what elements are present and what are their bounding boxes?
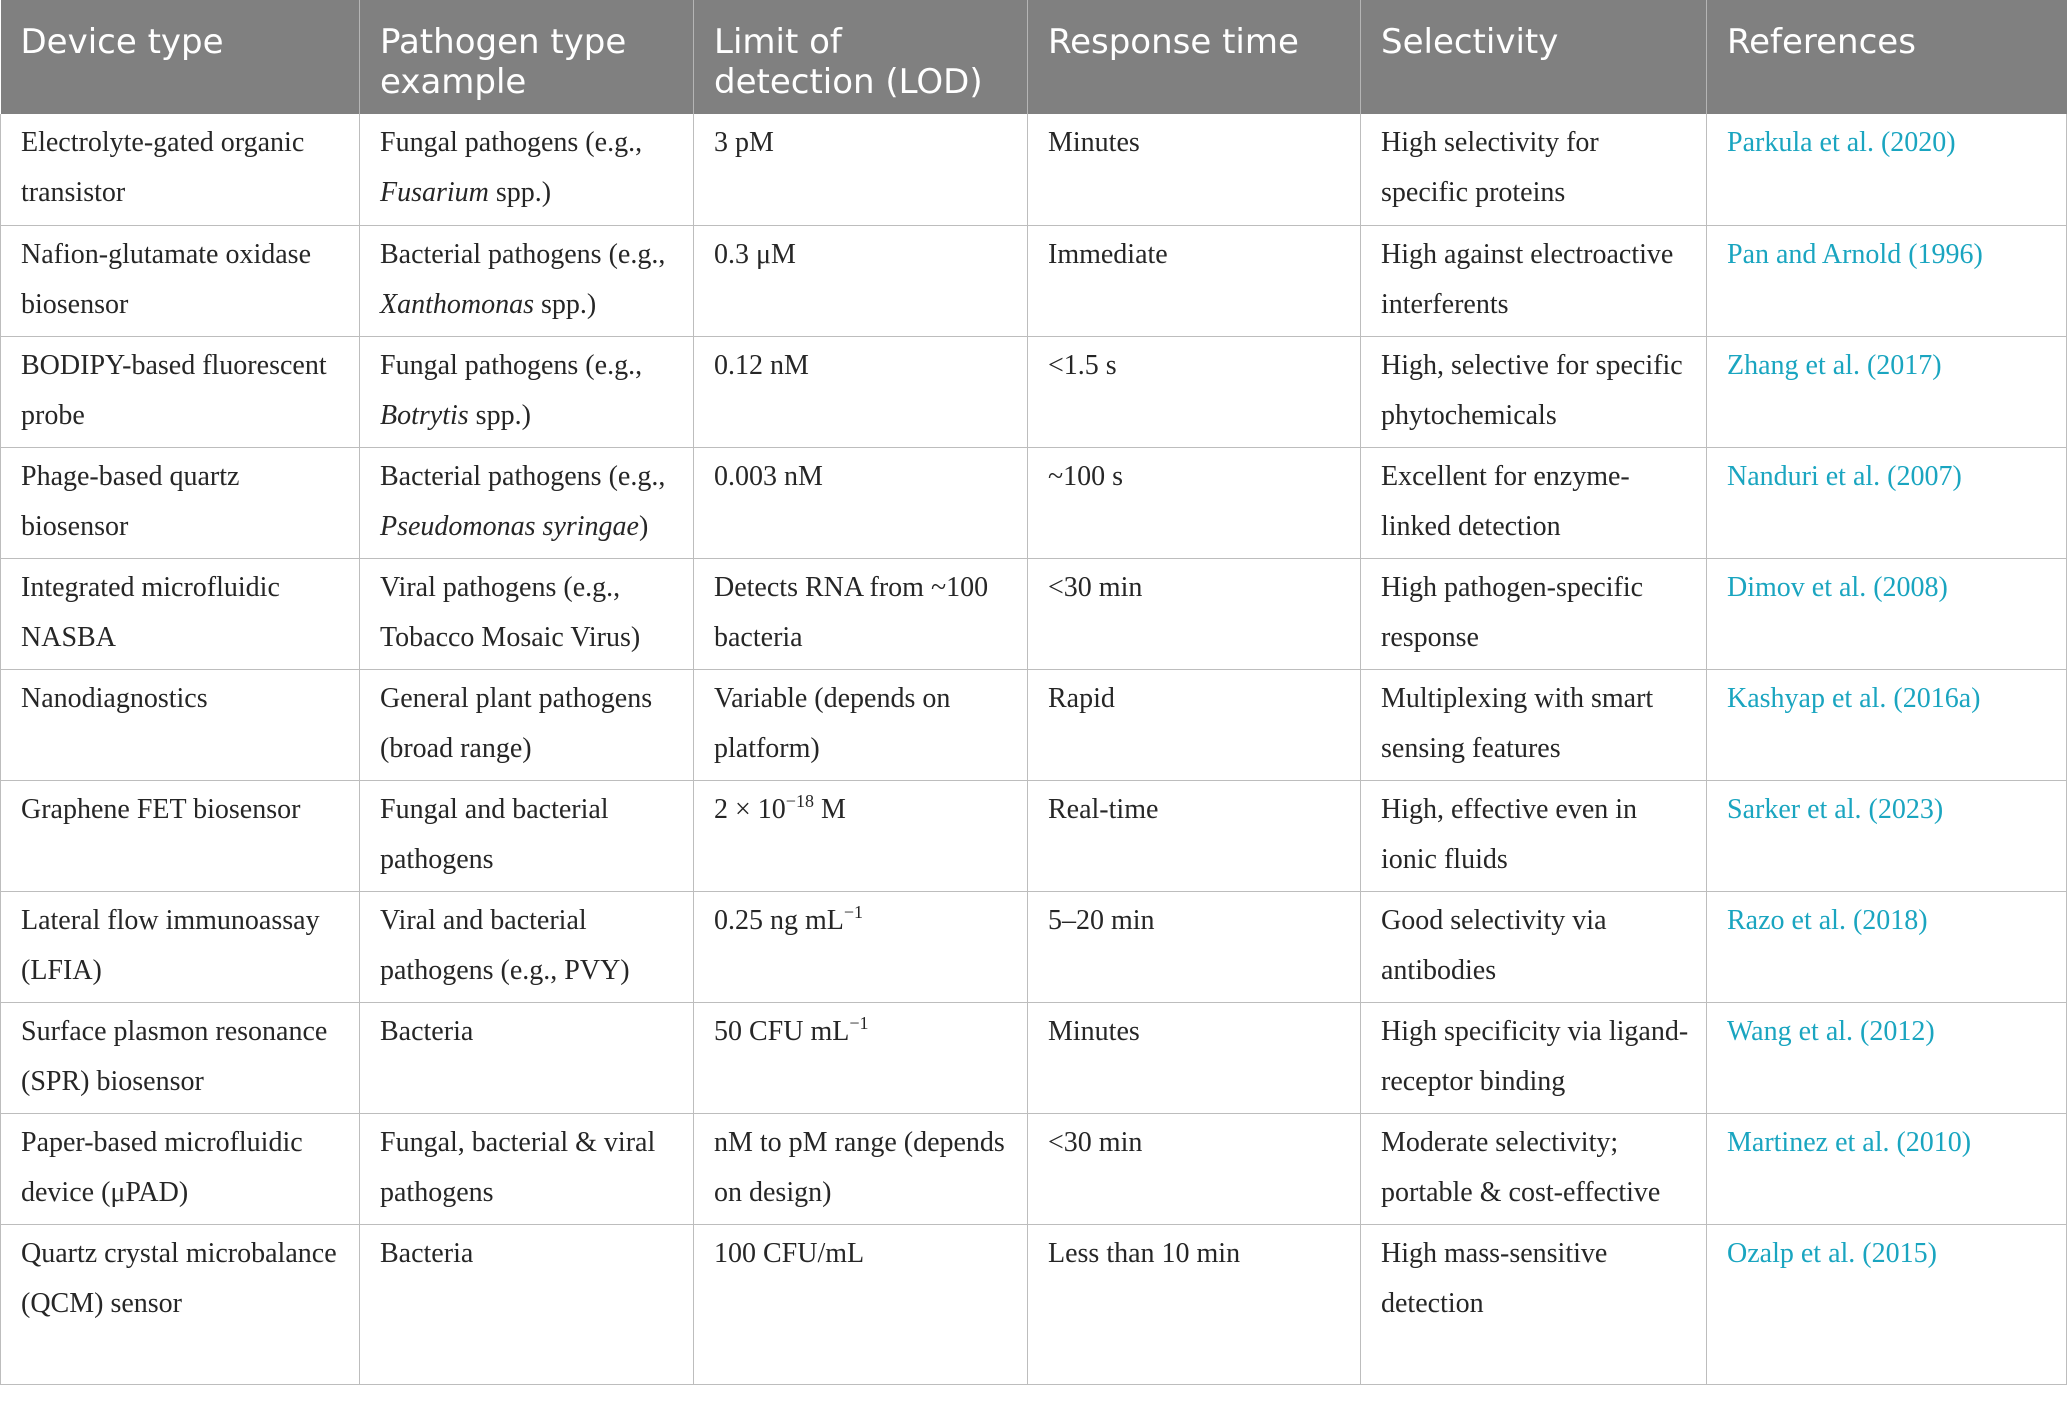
table-row xyxy=(1,1113,2067,1224)
lod-unit: M xyxy=(813,793,846,825)
pathogen-text-end: spp.) xyxy=(534,288,597,320)
pathogen-species: Xanthomonas xyxy=(380,288,534,320)
cell-response-time: Real-time xyxy=(1028,780,1361,891)
cell-device: Electrolyte-gated organic transistor xyxy=(1,114,360,225)
reference-link[interactable]: Parkula et al. (2020) xyxy=(1707,114,2067,225)
reference-link[interactable]: Dimov et al. (2008) xyxy=(1707,558,2067,669)
cell-response-time: Minutes xyxy=(1028,1002,1361,1113)
lod-text: 2 × 10 xyxy=(714,793,786,825)
cell-selectivity: High against electroactive interferents xyxy=(1361,225,1707,336)
cell-pathogen: Bacteria xyxy=(360,1224,694,1384)
table-row xyxy=(1,1002,2067,1113)
cell-lod: 3 pM xyxy=(694,114,1028,225)
cell-response-time: Rapid xyxy=(1028,669,1361,780)
cell-lod xyxy=(694,780,1028,891)
pathogen-text-end: spp.) xyxy=(468,399,531,431)
reference-link[interactable]: Nanduri et al. (2007) xyxy=(1707,447,2067,558)
table-row xyxy=(1,891,2067,1002)
reference-link[interactable]: Wang et al. (2012) xyxy=(1707,1002,2067,1113)
cell-lod: 0.12 nM xyxy=(694,336,1028,447)
pathogen-text: Fungal pathogens (e.g., xyxy=(380,349,643,381)
pathogen-text: Fungal pathogens (e.g., xyxy=(380,127,643,158)
table-row xyxy=(1,447,2067,558)
cell-device: BODIPY-based fluorescent probe xyxy=(1,336,360,447)
table-row xyxy=(1,558,2067,669)
cell-device: Integrated microfluidic NASBA xyxy=(1,558,360,669)
table-header xyxy=(1,0,2067,114)
cell-response-time: 5–20 min xyxy=(1028,891,1361,1002)
lod-exponent: −18 xyxy=(785,790,814,811)
table-body xyxy=(1,114,2067,1384)
cell-pathogen xyxy=(360,336,694,447)
cell-device: Paper-based microfluidic device (μPAD) xyxy=(1,1113,360,1224)
pathogen-species: Fusarium xyxy=(380,177,489,208)
cell-selectivity: High, effective even in ionic fluids xyxy=(1361,780,1707,891)
reference-link[interactable]: Pan and Arnold (1996) xyxy=(1707,225,2067,336)
cell-pathogen: Bacteria xyxy=(360,1002,694,1113)
cell-response-time: Less than 10 min xyxy=(1028,1224,1361,1384)
cell-lod: 100 CFU/mL xyxy=(694,1224,1028,1384)
cell-selectivity: High pathogen-specific response xyxy=(1361,558,1707,669)
header-row xyxy=(1,0,2067,114)
cell-pathogen: Viral and bacterial pathogens (e.g., PVY) xyxy=(360,891,694,1002)
cell-pathogen: Fungal, bacterial & viral pathogens xyxy=(360,1113,694,1224)
cell-lod: 0.003 nM xyxy=(694,447,1028,558)
cell-response-time: Immediate xyxy=(1028,225,1361,336)
lod-exponent: −1 xyxy=(849,1012,869,1033)
cell-pathogen xyxy=(360,225,694,336)
pathogen-species: Pseudomonas syringae xyxy=(380,510,639,542)
reference-link[interactable]: Ozalp et al. (2015) xyxy=(1707,1224,2067,1384)
cell-selectivity: High selectivity for specific proteins xyxy=(1361,114,1707,225)
table-row xyxy=(1,1224,2067,1384)
cell-pathogen: Fungal and bacterial pathogens xyxy=(360,780,694,891)
header-lod: Limit of detection (LOD) xyxy=(694,0,1028,114)
reference-link[interactable]: Sarker et al. (2023) xyxy=(1707,780,2067,891)
reference-link[interactable]: Kashyap et al. (2016a) xyxy=(1707,669,2067,780)
cell-lod: nM to pM range (depends on design) xyxy=(694,1113,1028,1224)
pathogen-text-end: ) xyxy=(638,510,649,542)
cell-selectivity: Excellent for enzyme-linked detection xyxy=(1361,447,1707,558)
cell-lod: Detects RNA from ~100 bacteria xyxy=(694,558,1028,669)
cell-pathogen xyxy=(360,447,694,558)
lod-text: 50 CFU mL xyxy=(714,1015,850,1047)
header-pathogen-type: Pathogen type example xyxy=(360,0,694,114)
reference-link[interactable]: Martinez et al. (2010) xyxy=(1707,1113,2067,1224)
cell-pathogen xyxy=(360,114,694,225)
pathogen-text: Bacterial pathogens (e.g., xyxy=(380,460,666,492)
cell-device: Graphene FET biosensor xyxy=(1,780,360,891)
table-row xyxy=(1,669,2067,780)
header-selectivity: Selectivity xyxy=(1361,0,1707,114)
table-row xyxy=(1,114,2067,225)
table-row xyxy=(1,336,2067,447)
pathogen-text: Bacterial pathogens (e.g., xyxy=(380,238,666,270)
cell-response-time: ~100 s xyxy=(1028,447,1361,558)
cell-lod xyxy=(694,891,1028,1002)
pathogen-text-end: spp.) xyxy=(488,177,552,208)
reference-link[interactable]: Zhang et al. (2017) xyxy=(1707,336,2067,447)
cell-lod: Variable (depends on platform) xyxy=(694,669,1028,780)
cell-lod: 0.3 μM xyxy=(694,225,1028,336)
cell-selectivity: High, selective for specific phytochemicals xyxy=(1361,336,1707,447)
lod-text: 0.25 ng mL xyxy=(714,904,844,936)
table-row xyxy=(1,225,2067,336)
cell-pathogen: General plant pathogens (broad range) xyxy=(360,669,694,780)
cell-response-time: <30 min xyxy=(1028,1113,1361,1224)
header-device-type: Device type xyxy=(1,0,360,114)
reference-link[interactable]: Razo et al. (2018) xyxy=(1707,891,2067,1002)
cell-device: Lateral flow immunoassay (LFIA) xyxy=(1,891,360,1002)
cell-pathogen: Viral pathogens (e.g., Tobacco Mosaic Virus) xyxy=(360,558,694,669)
cell-selectivity: Moderate selectivity; portable & cost-effective xyxy=(1361,1113,1707,1224)
cell-device: Surface plasmon resonance (SPR) biosensor xyxy=(1,1002,360,1113)
cell-device: Nanodiagnostics xyxy=(1,669,360,780)
header-references: References xyxy=(1707,0,2067,114)
lod-exponent: −1 xyxy=(843,901,864,922)
header-response-time: Response time xyxy=(1028,0,1361,114)
cell-device: Nafion-glutamate oxidase biosensor xyxy=(1,225,360,336)
cell-device: Phage-based quartz biosensor xyxy=(1,447,360,558)
cell-selectivity: Good selectivity via antibodies xyxy=(1361,891,1707,1002)
cell-device: Quartz crystal microbalance (QCM) sensor xyxy=(1,1224,360,1384)
cell-selectivity: High specificity via ligand-receptor binding xyxy=(1361,1002,1707,1113)
table-row xyxy=(1,780,2067,891)
cell-lod xyxy=(694,1002,1028,1113)
pathogen-species: Botrytis xyxy=(380,399,469,431)
cell-selectivity: Multiplexing with smart sensing features xyxy=(1361,669,1707,780)
cell-response-time: <30 min xyxy=(1028,558,1361,669)
cell-response-time: <1.5 s xyxy=(1028,336,1361,447)
cell-response-time: Minutes xyxy=(1028,114,1361,225)
cell-selectivity: High mass-sensitive detection xyxy=(1361,1224,1707,1384)
